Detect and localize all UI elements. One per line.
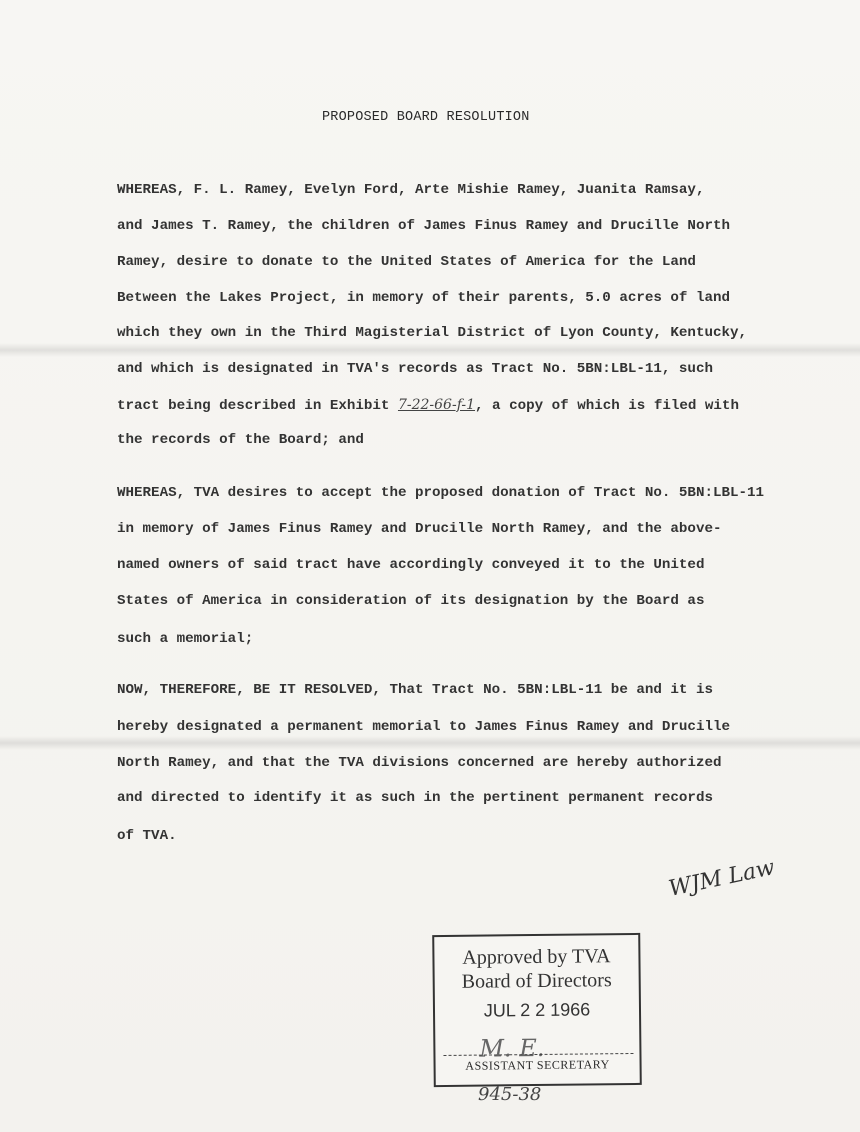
text-line: WHEREAS, TVA desires to accept the proposed donation of Tract No. 5BN:LBL-11 [117, 485, 765, 501]
text-line: such a memorial; [117, 631, 254, 647]
text-line: and directed to identify it as such in the pertinent permanent records [117, 790, 713, 806]
stamp-line1: Approved by TVA [462, 945, 611, 969]
text-line: WHEREAS, F. L. Ramey, Evelyn Ford, Arte Mishie Ramey, Juanita Ramsay, [117, 182, 705, 198]
text-line: States of America in consideration of its designation by the Board as [117, 593, 705, 609]
approval-stamp [432, 933, 642, 1087]
paper-fold [0, 343, 860, 357]
document-title: PROPOSED BOARD RESOLUTION [322, 110, 530, 125]
stamp-signature: M. E. [479, 1033, 545, 1063]
text-line: named owners of said tract have accordingly conveyed it to the United [117, 557, 705, 573]
text-line: and James T. Ramey, the children of James Finus Ramey and Drucille North [117, 218, 730, 234]
stamp-role: ASSISTANT SECRETARY [465, 1057, 610, 1073]
stamp-line2: Board of Directors [461, 969, 612, 993]
text-line-exhibit [117, 397, 739, 414]
text: , a copy of which is filed with [475, 398, 739, 414]
exhibit-number-handwritten: 7-22-66-f-1 [397, 397, 476, 413]
resolution-number: 945-38 [478, 1084, 542, 1105]
text-line: in memory of James Finus Ramey and Drucille North Ramey, and the above- [117, 521, 722, 537]
text-line: and which is designated in TVA's records as Tract No. 5BN:LBL-11, such [117, 361, 713, 377]
handwritten-initials: WJM Law [666, 855, 777, 902]
text-line: Between the Lakes Project, in memory of their parents, 5.0 acres of land [117, 290, 730, 306]
text: tract being described in Exhibit [117, 398, 398, 414]
text-line: Ramey, desire to donate to the United States of America for the Land [117, 254, 696, 270]
text-line: NOW, THEREFORE, BE IT RESOLVED, That Tract No. 5BN:LBL-11 be and it is [117, 682, 713, 698]
text-line: the records of the Board; and [117, 432, 364, 448]
text-line: hereby designated a permanent memorial to James Finus Ramey and Drucille [117, 719, 730, 735]
text-line: which they own in the Third Magisterial District of Lyon County, Kentucky, [117, 325, 748, 341]
stamp-date: JUL 2 2 1966 [483, 999, 591, 1021]
paper-fold [0, 736, 860, 750]
text-line: of TVA. [117, 828, 177, 844]
text-line: North Ramey, and that the TVA divisions concerned are hereby authorized [117, 755, 722, 771]
